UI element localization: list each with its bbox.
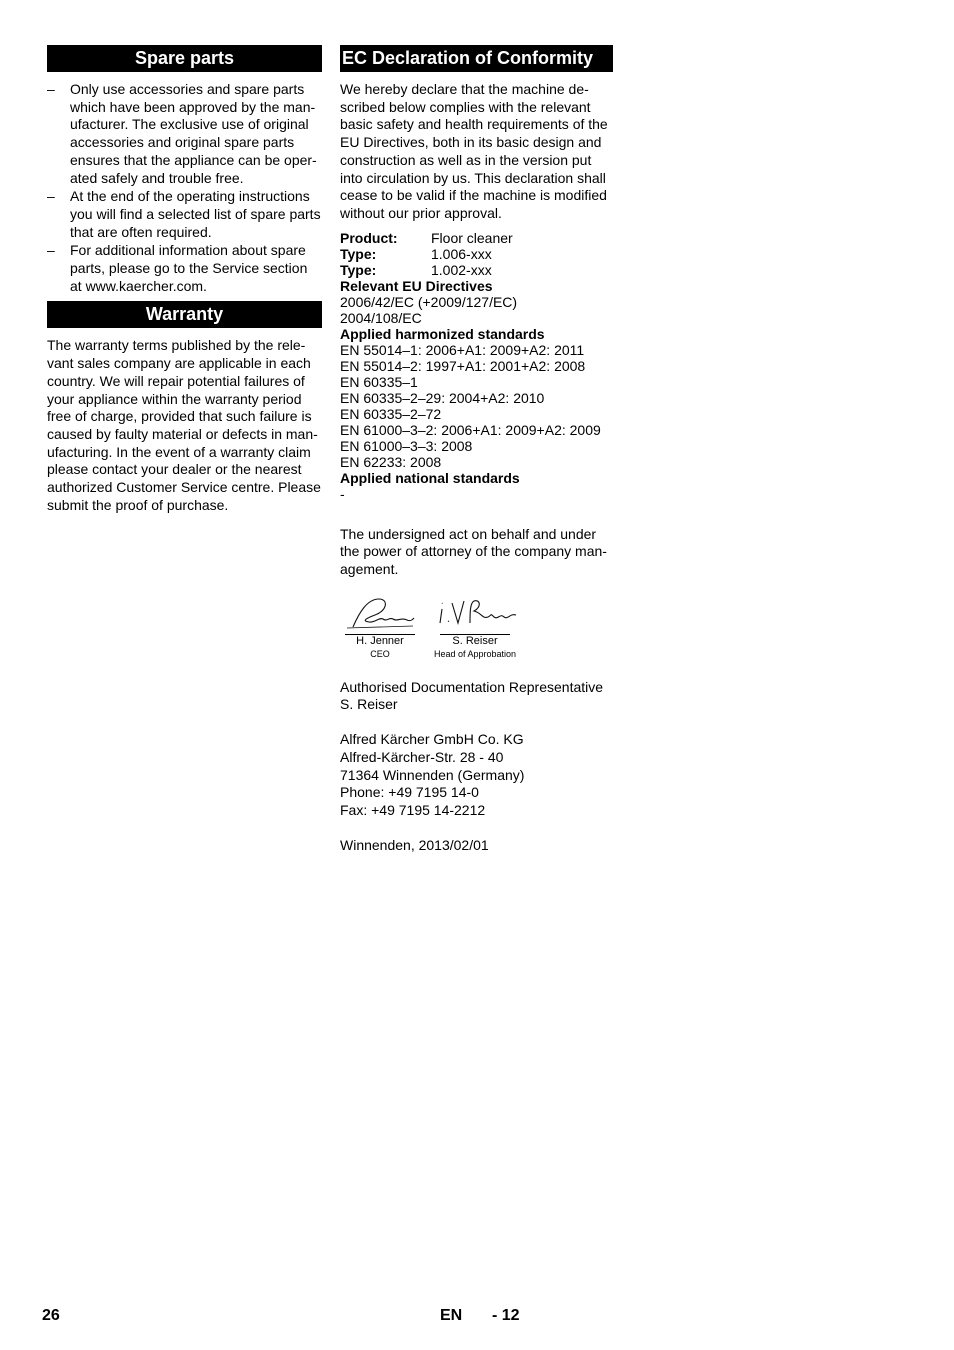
standard-item: EN 60335–2–72 [340, 405, 442, 422]
type-label: Type: [340, 261, 377, 278]
address-line: Alfred Kärcher GmbH Co. KG [340, 731, 524, 748]
standard-item: EN 61000–3–3: 2008 [340, 437, 473, 454]
ec-declaration-heading: EC Declaration of Conformity [340, 45, 613, 72]
ec-intro-text: We hereby declare that the machine de-scribed below complies with the relevant basic safety and health requirements of the EU Directives, both in its basic design and construction as well as in the version put into circulation by us. This declaration shall cease to be valid if the machine is modified without our prior approval. [340, 81, 608, 221]
list-item: – Only use accessories and spare parts which have been approved by the man-ufacturer. The exclusive use of original accessories and original spare parts ensures that the appliance can be oper-ated safely and trouble free. [47, 81, 322, 187]
handwritten-signature-icon [430, 595, 520, 631]
product-value: Floor cleaner [431, 229, 513, 246]
national-standards-value: - [340, 485, 345, 502]
language-code: EN [440, 1307, 463, 1324]
type-value: 1.006-xxx [431, 245, 492, 262]
directive-item: 2004/108/EC [340, 309, 422, 326]
sub-page-number: - 12 [492, 1307, 520, 1324]
representative-title: Authorised Documentation Representative [340, 678, 604, 695]
type-row [340, 262, 613, 278]
warranty-text: The warranty terms published by the rele-vant sales company are applicable in each country. We will repair potential failures of your appliance within the warranty period free of charge, provided that such failure is caused by faulty material or defects in man-ufacturing. In the event of a warranty claim please contact your dealer or the nearest authorized Customer Service centre. Please submit the proof of purchase. [47, 337, 321, 513]
spare-parts-heading: Spare parts [47, 45, 322, 72]
standard-item: EN 55014–2: 1997+A1: 2001+A2: 2008 [340, 357, 586, 374]
representative-name: S. Reiser [340, 696, 398, 713]
product-row [340, 230, 613, 246]
standard-item: EN 61000–3–2: 2006+A1: 2009+A2: 2009 [340, 421, 601, 438]
undersigned-text: The undersigned act on behalf and under the power of attorney of the company man-agement. [340, 525, 607, 578]
warranty-heading: Warranty [47, 301, 322, 328]
directive-item: 2006/42/EC (+2009/127/EC) [340, 293, 518, 310]
signer-name: H. Jenner [356, 634, 404, 647]
signer-role: CEO [370, 648, 390, 659]
representative-block [340, 679, 613, 714]
date-place: Winnenden, 2013/02/01 [340, 836, 489, 853]
standard-item: EN 60335–1 [340, 373, 418, 390]
address-line: Phone: +49 7195 14-0 [340, 784, 479, 801]
left-column [47, 45, 322, 514]
signer-role: Head of Approbation [433, 648, 517, 659]
list-item: – At the end of the operating instructions you will find a selected list of spare parts that are often required. [47, 188, 322, 241]
signature-block [340, 595, 613, 657]
right-column [340, 45, 613, 854]
address-line: Fax: +49 7195 14-2212 [340, 801, 486, 818]
signer-name: S. Reiser [452, 634, 498, 647]
standard-item: EN 55014–1: 2006+A1: 2009+A2: 2011 [340, 341, 585, 358]
type-value: 1.002-xxx [431, 261, 492, 278]
national-standards-heading: Applied national standards [340, 469, 520, 486]
list-item: – For additional information about spare parts, please go to the Service section at www.kaercher.com. [47, 242, 322, 295]
standard-item: EN 60335–2–29: 2004+A2: 2010 [340, 389, 545, 406]
product-info [340, 230, 613, 502]
address-block [340, 731, 613, 820]
signature-jenner [345, 595, 415, 660]
handwritten-signature-icon [345, 595, 415, 631]
directives-heading: Relevant EU Directives [340, 277, 493, 294]
signature-reiser [430, 595, 520, 660]
spare-parts-list [47, 81, 322, 295]
standards-heading: Applied harmonized standards [340, 325, 545, 342]
type-row [340, 246, 613, 262]
type-label: Type: [340, 245, 377, 262]
product-label: Product: [340, 229, 398, 246]
address-line: Alfred-Kärcher-Str. 28 - 40 [340, 748, 504, 765]
address-line: 71364 Winnenden (Germany) [340, 766, 525, 783]
page-number: 26 [42, 1307, 60, 1324]
standard-item: EN 62233: 2008 [340, 453, 442, 470]
